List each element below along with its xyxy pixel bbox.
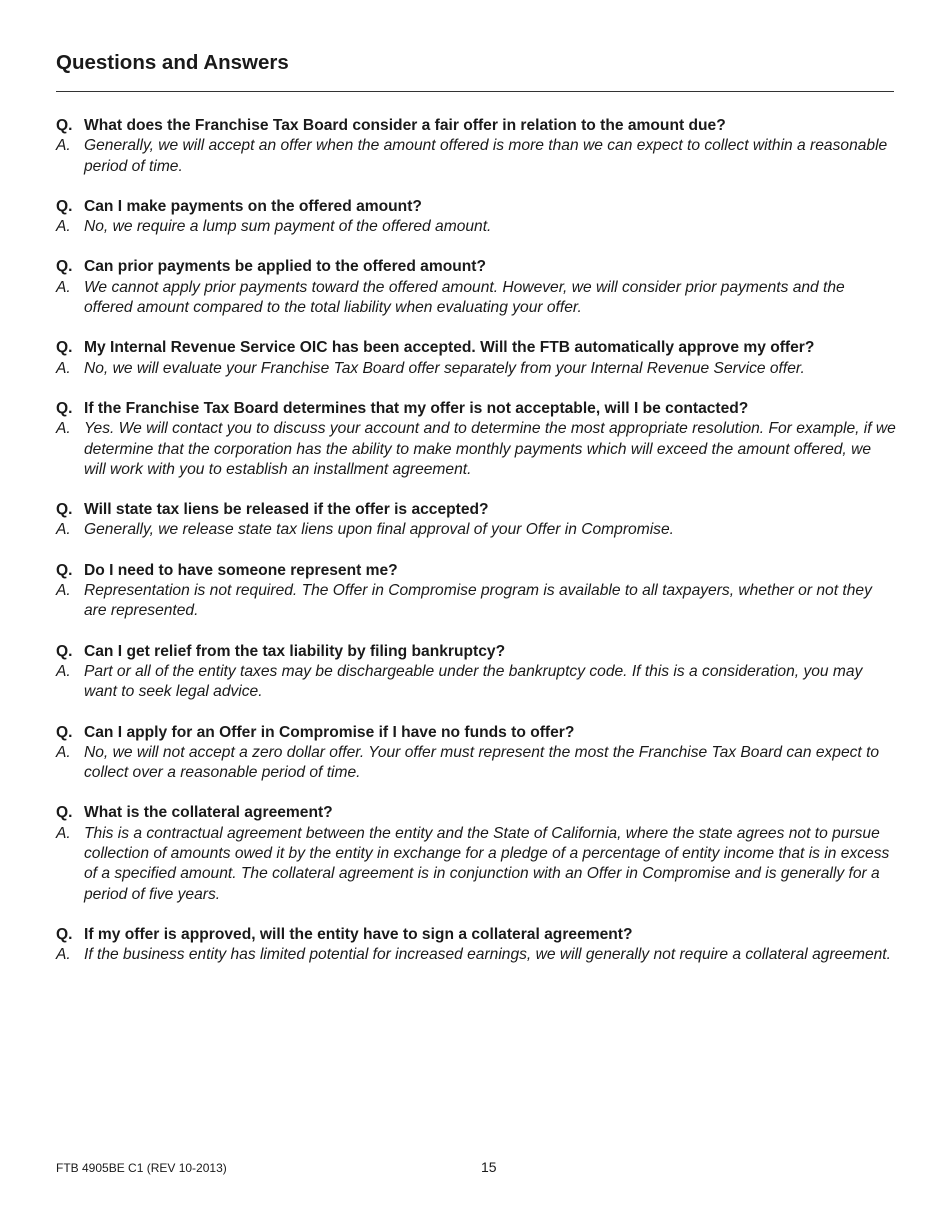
answer-marker: A.	[56, 137, 71, 155]
answer-text: If the business entity has limited potential for increased earnings, we will generally not require a collateral agreement.	[84, 946, 891, 964]
answer-marker: A.	[56, 662, 71, 680]
question-marker: Q.	[56, 642, 73, 660]
qa-item	[56, 338, 896, 379]
qa-item	[56, 803, 896, 904]
answer-text: This is a contractual agreement between the entity and the State of California, where the state agrees not to pursue collection of amounts owed it by the entity in exchange for a pledge of a percentage of entity income that is in excess of a specified amount. The collateral agreement is in conjunction with an Offer in Compromise and is generally for a period of five years.	[84, 824, 890, 903]
qa-item	[56, 116, 896, 177]
qa-list	[56, 116, 896, 986]
question-text: Can prior payments be applied to the offered amount?	[84, 258, 487, 276]
question-marker: Q.	[56, 804, 73, 822]
qa-item	[56, 925, 896, 966]
answer-text: Representation is not required. The Offer in Compromise program is available to all taxpayers, whether or not they are represented.	[84, 582, 872, 620]
answer-text: No, we will not accept a zero dollar offer. Your offer must represent the most the Franchise Tax Board can expect to collect over a reasonable period of time.	[84, 743, 880, 782]
qa-item	[56, 561, 896, 622]
question-text: Can I make payments on the offered amount?	[84, 197, 422, 215]
qa-item	[56, 257, 896, 318]
question-text: Will state tax liens be released if the offer is accepted?	[84, 501, 489, 519]
answer-marker: A.	[56, 420, 71, 438]
answer-marker: A.	[56, 218, 71, 236]
answer-marker: A.	[56, 743, 71, 761]
answer-marker: A.	[56, 946, 71, 964]
qa-item	[56, 642, 896, 703]
answer-text: Part or all of the entity taxes may be dischargeable under the bankruptcy code. If this is a consideration, you may want to seek legal advice.	[84, 662, 863, 701]
answer-text: Generally, we will accept an offer when the amount offered is more than we can expect to collect within a reasonable period of time.	[84, 137, 888, 175]
question-marker: Q.	[56, 561, 73, 579]
answer-text: Yes. We will contact you to discuss your account and to determine the most appropriate resolution. For example, if we determine that the corporation has the ability to make monthly payments which will exceed the amount offered, we will work with you to establish an installment agreement.	[84, 420, 896, 478]
qa-item	[56, 500, 896, 541]
form-id: FTB 4905BE C1 (REV 10-2013)	[56, 1161, 227, 1175]
question-marker: Q.	[56, 501, 73, 519]
answer-marker: A.	[56, 359, 71, 377]
answer-marker: A.	[56, 521, 71, 539]
question-text: My Internal Revenue Service OIC has been accepted. Will the FTB automatically approve my offer?	[84, 339, 815, 357]
answer-text: We cannot apply prior payments toward the offered amount. However, we will consider prior payments and the offered amount compared to the total liability when evaluating your offer.	[84, 278, 845, 317]
question-marker: Q.	[56, 117, 73, 134]
question-text: What does the Franchise Tax Board consider a fair offer in relation to the amount due?	[84, 117, 726, 134]
question-text: Do I need to have someone represent me?	[84, 561, 398, 579]
question-marker: Q.	[56, 399, 73, 417]
question-marker: Q.	[56, 258, 73, 276]
question-text: If the Franchise Tax Board determines that my offer is not acceptable, will I be contacted?	[84, 399, 749, 417]
answer-marker: A.	[56, 278, 71, 296]
answer-text: No, we will evaluate your Franchise Tax Board offer separately from your Internal Revenue Service offer.	[84, 359, 805, 377]
qa-item	[56, 197, 896, 238]
page-number: 15	[481, 1159, 497, 1175]
question-marker: Q.	[56, 197, 73, 215]
answer-marker: A.	[56, 582, 71, 600]
question-marker: Q.	[56, 339, 73, 357]
answer-marker: A.	[56, 824, 71, 842]
question-marker: Q.	[56, 925, 73, 943]
question-text: Can I get relief from the tax liability by filing bankruptcy?	[84, 642, 506, 660]
question-text: Can I apply for an Offer in Compromise if I have no funds to offer?	[84, 723, 575, 741]
question-marker: Q.	[56, 723, 73, 741]
question-text: What is the collateral agreement?	[84, 804, 333, 822]
title-divider	[56, 91, 894, 92]
qa-item	[56, 723, 896, 784]
page-title: Questions and Answers	[56, 51, 289, 74]
answer-text: Generally, we release state tax liens upon final approval of your Offer in Compromise.	[84, 521, 674, 539]
question-text: If my offer is approved, will the entity have to sign a collateral agreement?	[84, 925, 633, 943]
qa-item	[56, 399, 896, 480]
answer-text: No, we require a lump sum payment of the offered amount.	[84, 218, 492, 236]
